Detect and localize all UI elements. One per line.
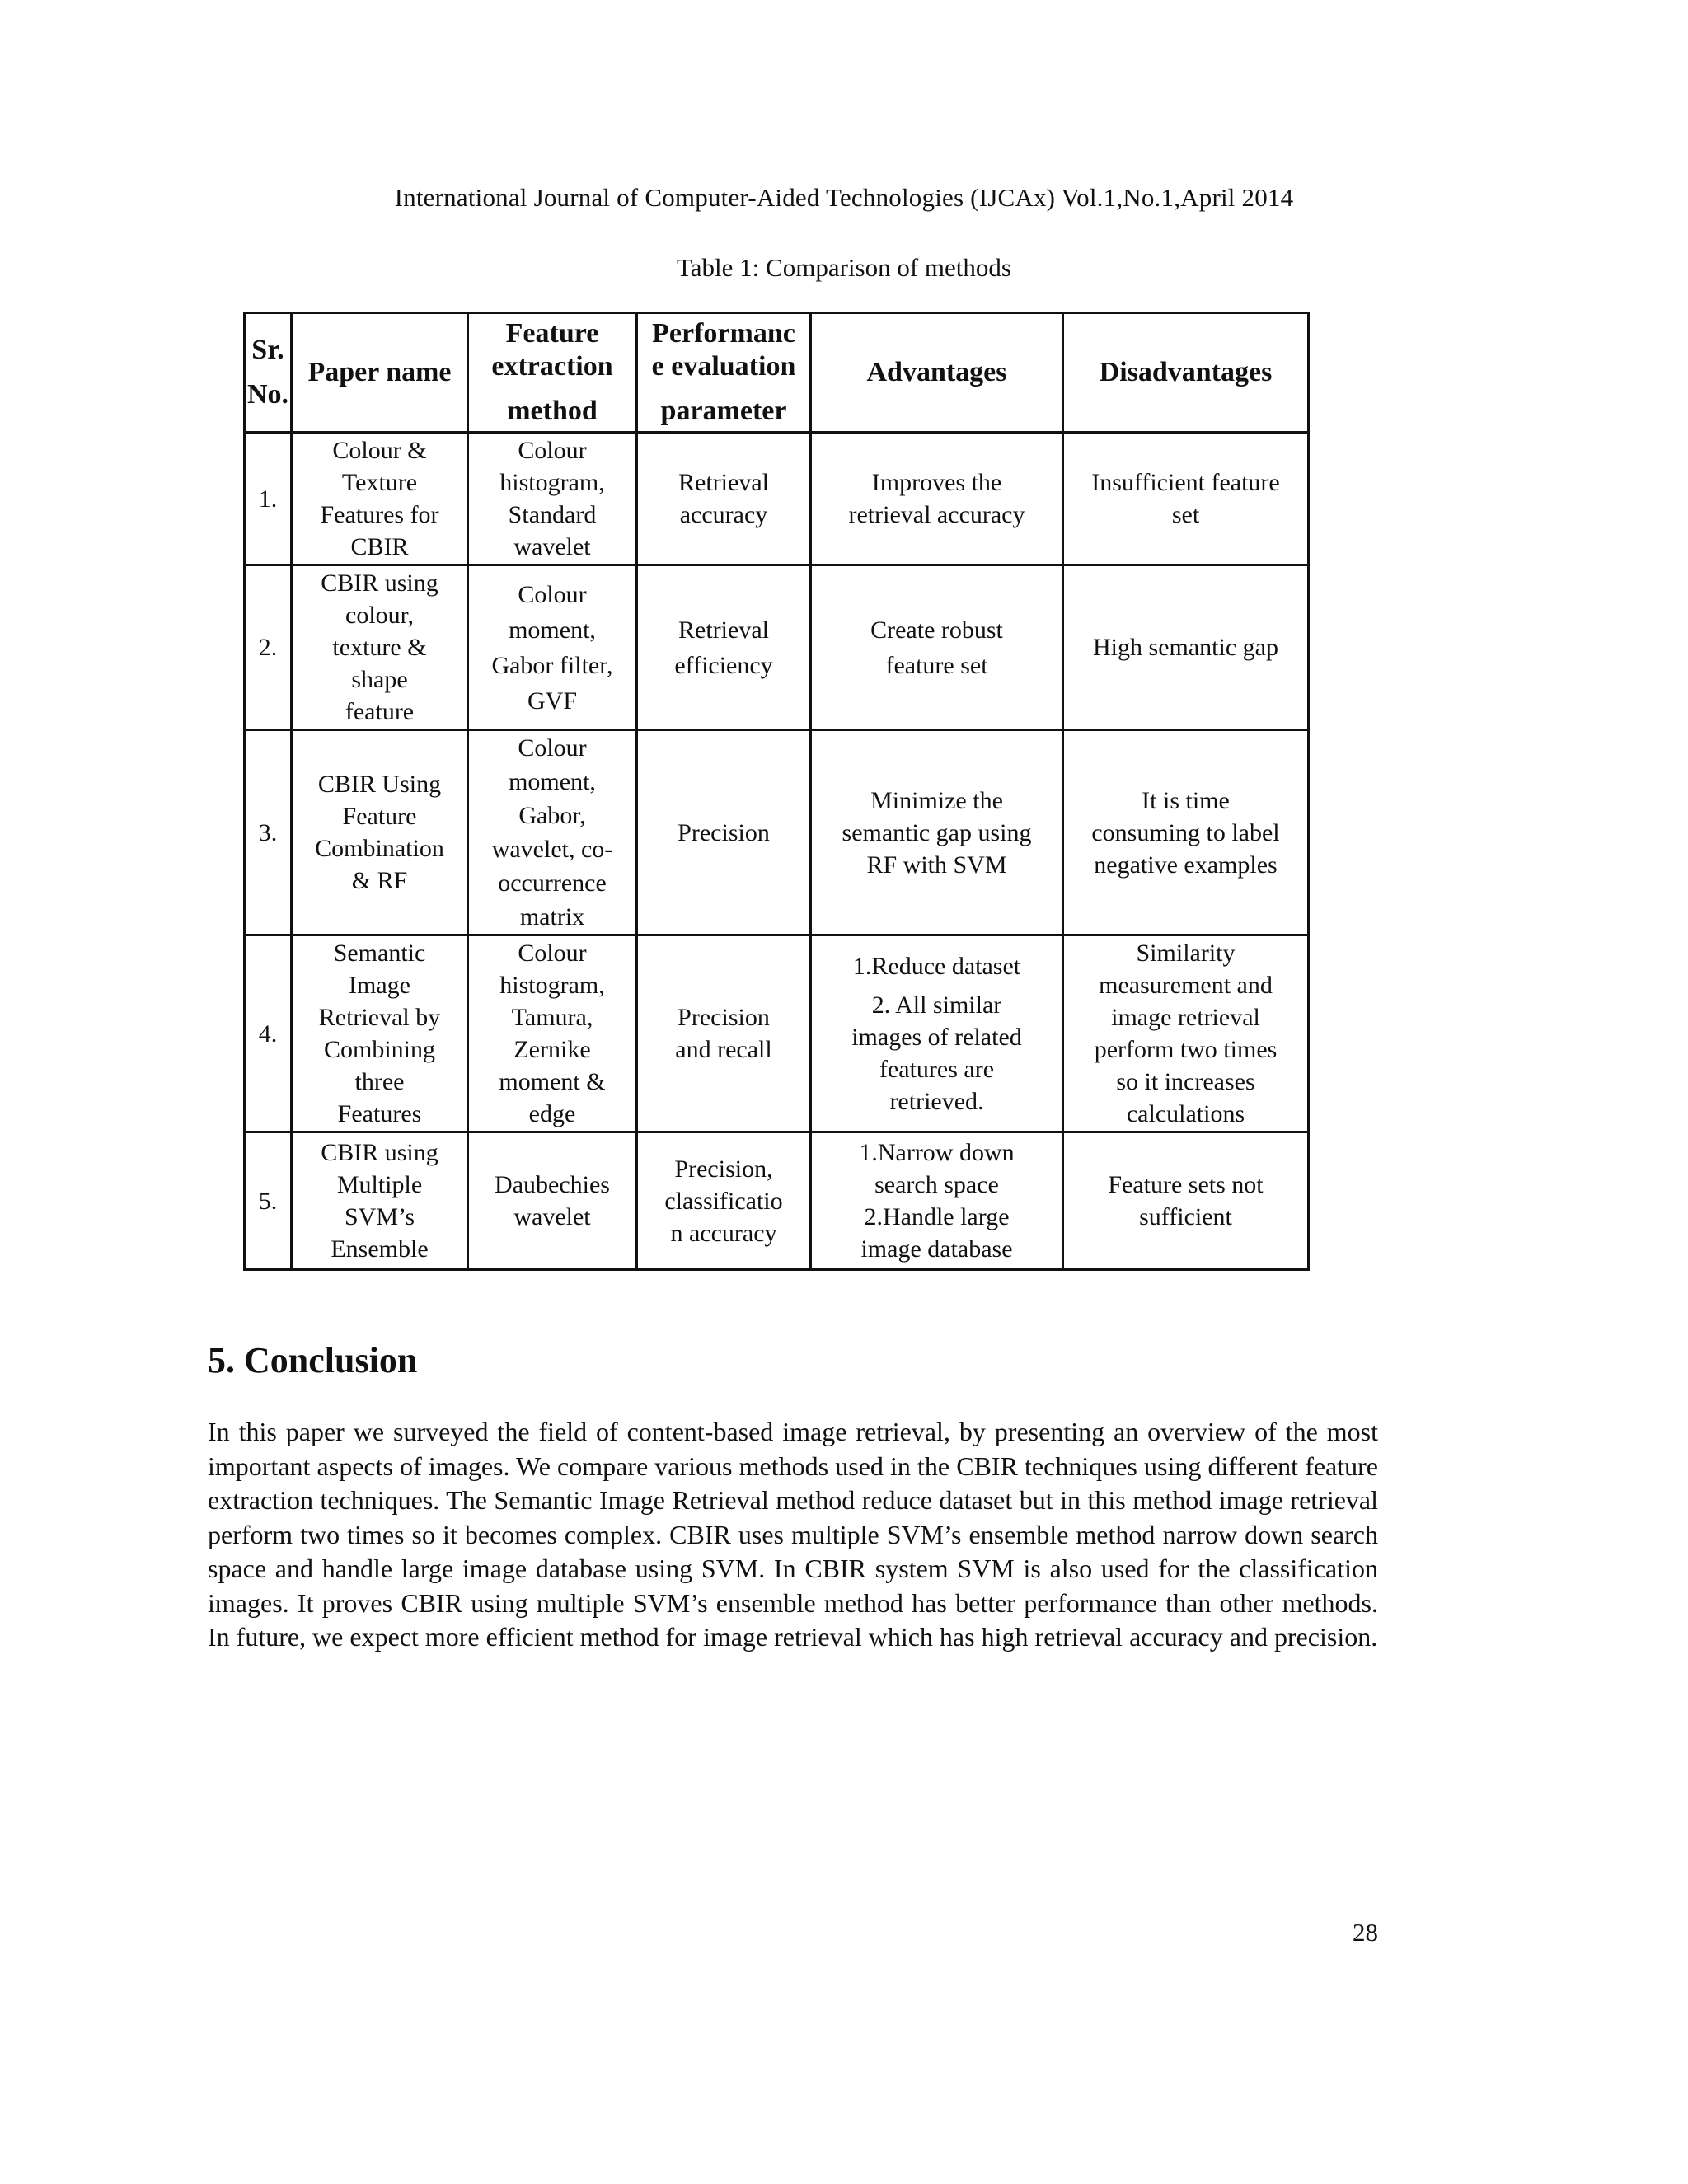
table-row <box>245 565 1309 730</box>
cell-disadvantages: Insufficient feature set <box>1063 433 1309 565</box>
cell-paper-name: CBIR Using Feature Combination & RF <box>292 730 468 935</box>
table-row <box>245 935 1309 1132</box>
cell-advantages: Minimize the semantic gap using RF with SVM <box>811 730 1063 935</box>
cell-advantages: Create robust feature set <box>811 565 1063 730</box>
cell-performance: Retrieval efficiency <box>637 565 811 730</box>
cell-advantages: Improves the retrieval accuracy <box>811 433 1063 565</box>
cell-advantages: 1.Narrow down search space 2.Handle large image database <box>811 1132 1063 1270</box>
cell-disadvantages: High semantic gap <box>1063 565 1309 730</box>
cell-paper-name: Semantic Image Retrieval by Combining three Features <box>292 935 468 1132</box>
page-number: 28 <box>1353 1918 1378 1947</box>
cell-sr-no: 3. <box>245 730 292 935</box>
table-row <box>245 1132 1309 1270</box>
header-paper-name: Paper name <box>292 313 468 433</box>
comparison-table <box>243 312 1310 1271</box>
cell-performance: Precision, classificatio n accuracy <box>637 1132 811 1270</box>
section-heading: 5. Conclusion <box>208 1340 418 1380</box>
cell-feature-method: Colour histogram, Tamura, Zernike moment & edge <box>468 935 637 1132</box>
cell-paper-name: CBIR using Multiple SVM’s Ensemble <box>292 1132 468 1270</box>
header-sr-no: Sr. No. <box>245 313 292 433</box>
conclusion-paragraph: In this paper we surveyed the field of content-based image retrieval, by presenting an overview of the most important aspects of images. We compare various methods used in the CBIR techniques using different feature extraction techniques. The Semantic Image Retrieval method reduce dataset but in this method image retrieval perform two times so it becomes complex. CBIR uses multiple SVM’s ensemble method narrow down search space and handle large image database using SVM. In CBIR system SVM is also used for the classification images. It proves CBIR using multiple SVM’s ensemble method has better performance than other methods. In future, we expect more efficient method for image retrieval which has high retrieval accuracy and precision. <box>208 1417 1378 1652</box>
table-row <box>245 730 1309 935</box>
header-performance: Performanc e evaluation parameter <box>637 313 811 433</box>
cell-feature-method: Colour histogram, Standard wavelet <box>468 433 637 565</box>
header-advantages: Advantages <box>811 313 1063 433</box>
header-disadvantages: Disadvantages <box>1063 313 1309 433</box>
cell-disadvantages: Similarity measurement and image retrieval perform two times so it increases calculations <box>1063 935 1309 1132</box>
cell-sr-no: 4. <box>245 935 292 1132</box>
cell-performance: Precision <box>637 730 811 935</box>
cell-performance: Retrieval accuracy <box>637 433 811 565</box>
table-row <box>245 433 1309 565</box>
cell-disadvantages: It is time consuming to label negative examples <box>1063 730 1309 935</box>
cell-sr-no: 2. <box>245 565 292 730</box>
cell-sr-no: 1. <box>245 433 292 565</box>
cell-disadvantages: Feature sets not sufficient <box>1063 1132 1309 1270</box>
cell-sr-no: 5. <box>245 1132 292 1270</box>
table-caption: Table 1: Comparison of methods <box>677 253 1011 282</box>
table-header-row <box>245 313 1309 433</box>
running-header: International Journal of Computer-Aided Technologies (IJCAx) Vol.1,No.1,April 2014 <box>394 183 1294 212</box>
cell-feature-method: Colour moment, Gabor, wavelet, co- occurrence matrix <box>468 730 637 935</box>
cell-advantages: 1.Reduce dataset 2. All similar images of related features are retrieved. <box>811 935 1063 1132</box>
cell-paper-name: Colour & Texture Features for CBIR <box>292 433 468 565</box>
cell-performance: Precision and recall <box>637 935 811 1132</box>
header-feature-method: Feature extraction method <box>468 313 637 433</box>
cell-paper-name: CBIR using colour, texture & shape feature <box>292 565 468 730</box>
cell-feature-method: Daubechies wavelet <box>468 1132 637 1270</box>
cell-feature-method: Colour moment, Gabor filter, GVF <box>468 565 637 730</box>
